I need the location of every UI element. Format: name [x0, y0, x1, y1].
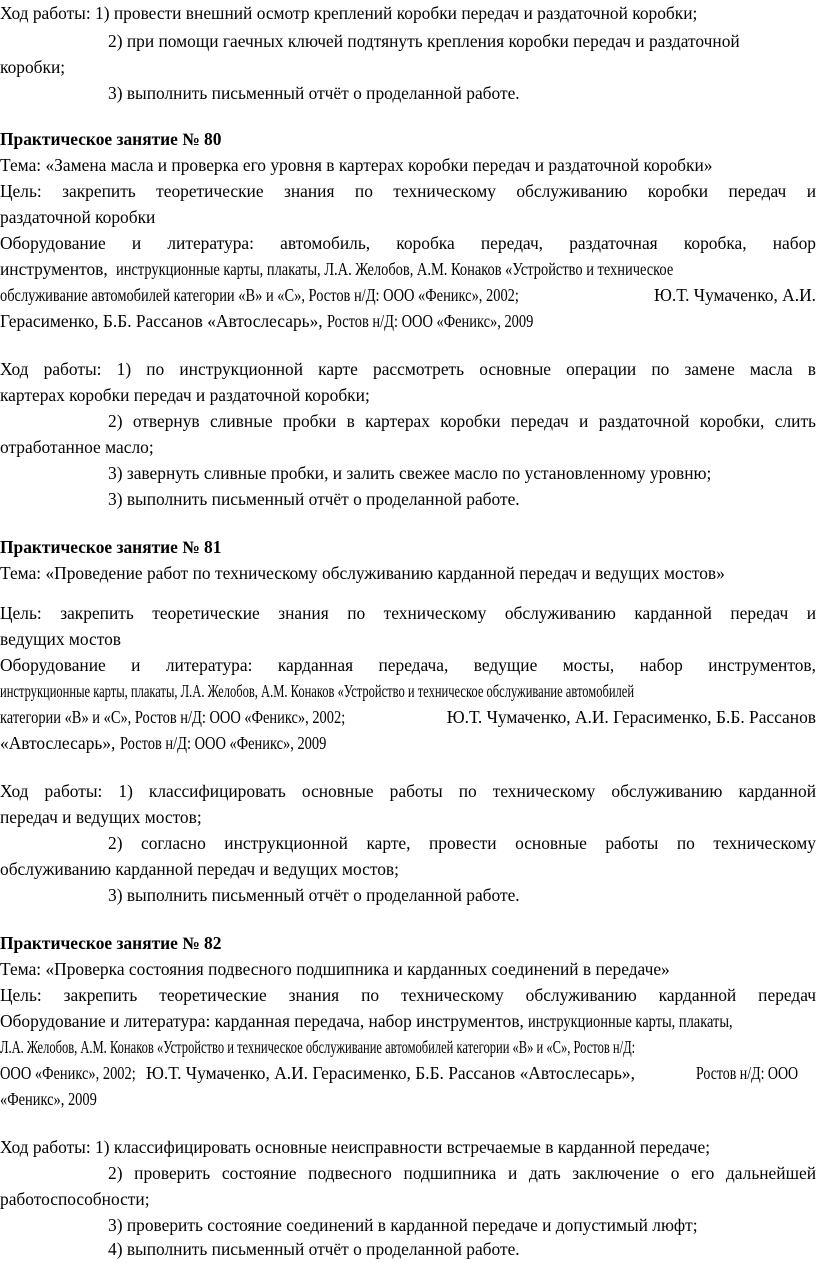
- s81-equipment-line-4: [0, 730, 816, 756]
- s82-equipment-line-4: [0, 1086, 816, 1112]
- s82-goal-line-1: Цель: закрепить теоретические знания по техническому обслуживанию карданной передач: [0, 985, 816, 1005]
- s80-equipment-line-3a: обслуживание автомобилей категории «В» и «С», Ростов н/Д: ООО «Феникс», 2002;: [0, 285, 519, 305]
- s80-equipment-line-2: [0, 256, 816, 282]
- s81-work-line-2: передач и ведущих мостов;: [0, 807, 202, 827]
- s80-topic: Тема: «Замена масла и проверка его уровня в картерах коробки передач и раздаточной коробки»: [0, 155, 713, 175]
- s81-work-line-3: 2) согласно инструкционной карте, провести основные работы по техническому: [108, 833, 816, 853]
- s80-equipment-line-2b: инструкционные карты, плакаты, Л.А. Желобов, А.М. Конаков «Устройство и техническое: [116, 259, 674, 279]
- s82-work-line-5: 4) выполнить письменный отчёт о проделанной работе.: [108, 1239, 520, 1259]
- s80-equipment-line-2a: инструментов,: [0, 259, 108, 279]
- s81-equipment-line-4a: «Автослесарь»,: [0, 733, 116, 753]
- s81-equipment-line-3: [0, 704, 816, 730]
- s81-equipment-line-3b: Ю.Т. Чумаченко, А.И. Герасименко, Б.Б. Рассанов: [446, 707, 816, 727]
- s81-work-line-1: Ход работы: 1) классифицировать основные работы по техническому обслуживанию карданной: [0, 781, 816, 801]
- s82-work-line-2: 2) проверить состояние подвесного подшипника и дать заключение о его дальнейшей: [108, 1163, 816, 1183]
- s82-equipment-line-3b: Ю.Т. Чумаченко, А.И. Герасименко, Б.Б. Рассанов «Автослесарь»,: [146, 1063, 635, 1083]
- s79-work-line-4: 3) выполнить письменный отчёт о проделанной работе.: [108, 83, 520, 103]
- s80-work-line-2: картерах коробки передач и раздаточной коробки;: [0, 385, 370, 405]
- s81-goal-line-1: Цель: закрепить теоретические знания по техническому обслуживанию карданной передач и: [0, 603, 816, 623]
- s82-equipment-line-1b: инструкционные карты, плакаты,: [528, 1011, 733, 1031]
- s80-equipment-line-4b: Ростов н/Д: ООО «Феникс», 2009: [326, 311, 534, 331]
- s80-work-line-6: 3) выполнить письменный отчёт о проделанной работе.: [108, 489, 520, 509]
- s81-goal-line-2: ведущих мостов: [0, 629, 122, 649]
- s81-work-line-4: обслуживанию карданной передач и ведущих мостов;: [0, 859, 399, 879]
- s80-equipment-line-3: [0, 282, 816, 308]
- s80-heading: Практическое занятие № 80: [0, 129, 222, 149]
- s82-equipment-line-3: [0, 1060, 816, 1086]
- s80-equipment-line-1: Оборудование и литература: автомобиль, коробка передач, раздаточная коробка, набор: [0, 233, 816, 253]
- s82-topic: Тема: «Проверка состояния подвесного подшипника и карданных соединений в передаче»: [0, 959, 670, 979]
- s81-topic: Тема: «Проведение работ по техническому обслуживанию карданной передач и ведущих мостов»: [0, 563, 725, 583]
- s82-equipment-line-3a: ООО «Феникс», 2002;: [0, 1063, 136, 1083]
- s79-work-line-3: коробки;: [0, 57, 66, 77]
- s82-work-line-1: Ход работы: 1) классифицировать основные неисправности встречаемые в карданной передаче;: [0, 1137, 711, 1157]
- s82-work-line-4: 3) проверить состояние соединений в карданной передаче и допустимый люфт;: [108, 1215, 698, 1235]
- s80-equipment-line-4: [0, 308, 816, 334]
- s82-equipment-line-1a: Оборудование и литература: карданная передача, набор инструментов,: [0, 1011, 524, 1031]
- s80-equipment-line-3b: Ю.Т. Чумаченко, А.И.: [653, 285, 816, 305]
- s81-equipment-line-3a: категории «В» и «С», Ростов н/Д: ООО «Феникс», 2002;: [0, 707, 346, 727]
- s79-work-line-2: 2) при помощи гаечных ключей подтянуть крепления коробки передач и раздаточной: [108, 31, 740, 51]
- s80-work-line-4: отработанное масло;: [0, 437, 154, 457]
- s80-work-line-1: Ход работы: 1) по инструкционной карте рассмотреть основные операции по замене масла в: [0, 359, 816, 379]
- s81-equipment-line-1: Оборудование и литература: карданная передача, ведущие мосты, набор инструментов,: [0, 655, 816, 675]
- s82-heading: Практическое занятие № 82: [0, 933, 222, 953]
- s82-equipment-line-3c: Ростов н/Д: ООО: [696, 1063, 799, 1083]
- s81-work-line-5: 3) выполнить письменный отчёт о проделанной работе.: [108, 885, 520, 905]
- s81-equipment-line-2-text: инструкционные карты, плакаты, Л.А. Желобов, А.М. Конаков «Устройство и техническое обслуживание автомобилей: [0, 681, 635, 701]
- s80-goal-line-1: Цель: закрепить теоретические знания по техническому обслуживанию коробки передач и: [0, 181, 816, 201]
- s80-work-line-5: 3) завернуть сливные пробки, и залить свежее масло по установленному уровню;: [108, 463, 712, 483]
- s81-equipment-line-4b: Ростов н/Д: ООО «Феникс», 2009: [119, 733, 327, 753]
- s82-equipment-line-4-text: «Феникс», 2009: [0, 1089, 97, 1109]
- s80-goal-line-2: раздаточной коробки: [0, 207, 156, 227]
- s82-equipment-line-2: [0, 1034, 816, 1060]
- s82-work-line-3: работоспособности;: [0, 1189, 150, 1209]
- s80-work-line-3: 2) отвернув сливные пробки в картерах коробки передач и раздаточной коробки, слить: [108, 411, 816, 431]
- s82-equipment-line-1: [0, 1008, 816, 1034]
- s81-equipment-line-2: [0, 678, 816, 704]
- s79-work-line-1: Ход работы: 1) провести внешний осмотр креплений коробки передач и раздаточной коробки;: [0, 3, 698, 23]
- s80-equipment-line-4a: Герасименко, Б.Б. Рассанов «Автослесарь»,: [0, 311, 323, 331]
- s82-equipment-line-2-text: Л.А. Желобов, А.М. Конаков «Устройство и техническое обслуживание автомобилей категории «В» и «С», Ростов н/Д:: [0, 1037, 636, 1057]
- s81-heading: Практическое занятие № 81: [0, 537, 222, 557]
